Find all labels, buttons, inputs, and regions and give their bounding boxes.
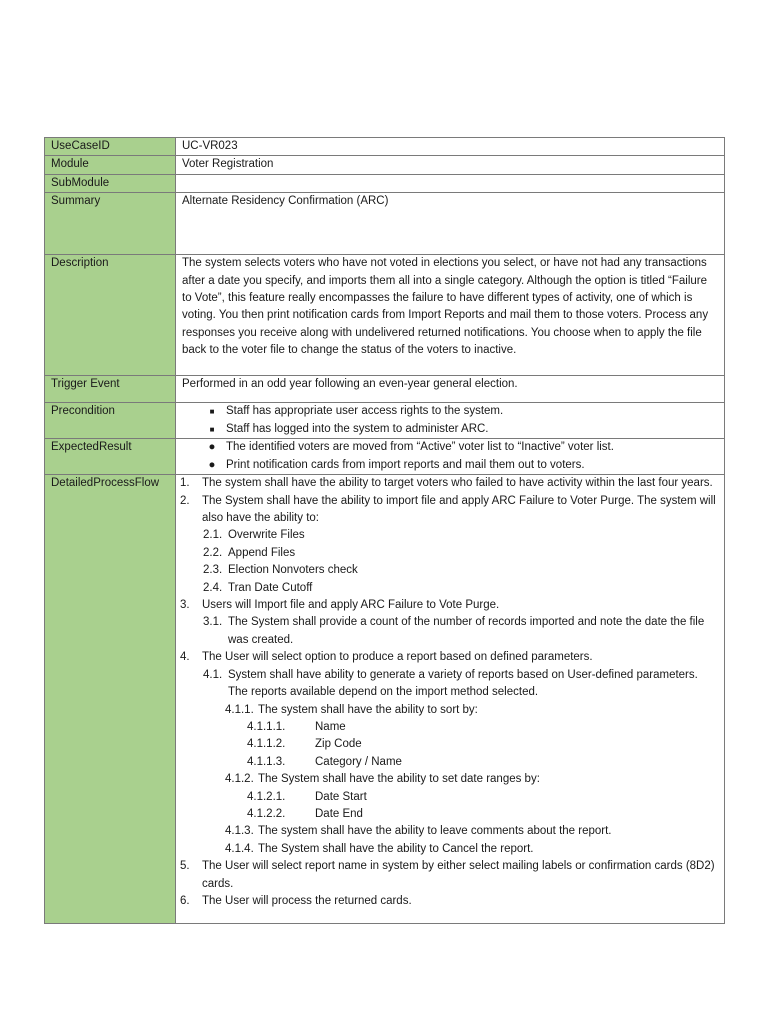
flow-step — [180, 806, 718, 823]
row-expected-result — [45, 439, 725, 475]
flow-step-number: 4.1.1. — [225, 703, 254, 716]
flow-step-number: 4.1. — [203, 668, 223, 681]
expected-item-text: The identified voters are moved from “Active” voter list to “Inactive” voter list. — [226, 441, 614, 454]
flow-step-text: Zip Code — [315, 738, 362, 751]
row-submodule — [45, 174, 725, 192]
flow-step-text: Category / Name — [315, 755, 402, 768]
flow-step-number: 2.4. — [203, 581, 223, 594]
value-usecaseid: UC-VR023 — [176, 138, 725, 156]
label-description: Description — [45, 255, 176, 376]
flow-step-text: Date End — [315, 807, 363, 820]
flow-step-text: Name — [315, 720, 346, 733]
use-case-table — [44, 137, 725, 924]
flow-step — [180, 597, 718, 614]
flow-step-text: Tran Date Cutoff — [228, 581, 313, 594]
flow-step-text: The System shall provide a count of the number of records imported and note the date the file was created. — [228, 616, 705, 646]
square-bullet-icon: ■ — [209, 407, 215, 417]
label-trigger-event: Trigger Event — [45, 376, 176, 403]
flow-step-number: 2. — [180, 494, 190, 507]
flow-step — [180, 527, 718, 544]
row-precondition — [45, 403, 725, 439]
flow-step-text: Election Nonvoters check — [228, 564, 358, 577]
flow-step-number: 4.1.1.1. — [247, 720, 286, 733]
flow-step-number: 4.1.1.2. — [247, 738, 286, 751]
flow-step-number: 4.1.4. — [225, 842, 254, 855]
flow-step-text: The system shall have the ability to leave comments about the report. — [258, 825, 612, 838]
flow-step-text: Overwrite Files — [228, 529, 305, 542]
flow-step-text: The User will process the returned cards. — [202, 894, 412, 907]
flow-step-number: 2.2. — [203, 546, 223, 559]
round-bullet-icon: ● — [208, 441, 216, 454]
list-item — [204, 421, 718, 438]
flow-step-text: The System shall have the ability to import file and apply ARC Failure to Voter Purge. The system will also have the ability to: — [202, 494, 716, 525]
value-description: The system selects voters who have not voted in elections you select, or have not had any transactions after a date you specify, and imports them all into a single category. Although the option is titled “Failure to Vote”, this feature really encompasses the failure to have different types of activity, one of which is voting. You then print notification cards from Import Reports and mail them to those voters. Process any responses you receive along with undelivered returned notifications. You choose when to apply the file back to the voter file to change the status of the voters to inactive. — [176, 255, 725, 376]
flow-step-number: 5. — [180, 860, 190, 873]
flow-step-text: The User will select report name in system by either select mailing labels or confirmation cards (8D2) cards. — [202, 860, 715, 890]
flow-step — [180, 475, 718, 492]
flow-step-text: Users will Import file and apply ARC Failure to Vote Purge. — [202, 599, 500, 612]
flow-step-number: 2.3. — [203, 564, 223, 577]
precondition-item-text: Staff has logged into the system to administer ARC. — [226, 422, 489, 435]
flow-step — [180, 841, 718, 858]
flow-step — [180, 580, 718, 597]
flow-step-number: 4.1.2.1. — [247, 790, 286, 803]
flow-step — [180, 649, 718, 666]
flow-step-text: The User will select option to produce a report based on defined parameters. — [202, 651, 593, 664]
row-description — [45, 255, 725, 376]
flow-step-text: System shall have ability to generate a variety of reports based on User-defined parameters. The reports available depend on the import method selected. — [228, 668, 698, 699]
label-submodule: SubModule — [45, 174, 176, 192]
flow-step-number: 4.1.2.2. — [247, 807, 286, 820]
label-detailed-process-flow: DetailedProcessFlow — [45, 475, 176, 924]
row-detailed-process-flow — [45, 475, 725, 924]
value-summary: Alternate Residency Confirmation (ARC) — [176, 193, 725, 255]
flow-step-number: 6. — [180, 894, 190, 907]
label-usecaseid: UseCaseID — [45, 138, 176, 156]
precondition-list — [182, 403, 718, 438]
value-detailed-process-flow — [176, 475, 725, 924]
flow-step — [180, 736, 718, 753]
flow-step — [180, 545, 718, 562]
flow-step-text: The system shall have the ability to sort by: — [258, 703, 478, 716]
flow-step-number: 2.1. — [203, 529, 223, 542]
label-module: Module — [45, 156, 176, 174]
expected-result-list — [182, 439, 718, 474]
row-usecaseid — [45, 138, 725, 156]
flow-step-number: 4. — [180, 651, 190, 664]
flow-step — [180, 823, 718, 840]
value-precondition — [176, 403, 725, 439]
row-module — [45, 156, 725, 174]
flow-step-number: 4.1.2. — [225, 773, 254, 786]
list-item — [204, 403, 718, 420]
label-summary: Summary — [45, 193, 176, 255]
row-trigger-event — [45, 376, 725, 403]
flow-step — [180, 771, 718, 788]
flow-step-number: 4.1.1.3. — [247, 755, 286, 768]
flow-step-number: 3. — [180, 599, 190, 612]
flow-step-text: The System shall have the ability to set date ranges by: — [258, 773, 540, 786]
flow-step-text: Date Start — [315, 790, 367, 803]
flow-step — [180, 858, 718, 893]
list-item — [204, 439, 718, 456]
flow-step — [180, 893, 718, 910]
label-expected-result: ExpectedResult — [45, 439, 176, 475]
flow-step-text: The System shall have the ability to Cancel the report. — [258, 842, 534, 855]
value-submodule — [176, 174, 725, 192]
expected-item-text: Print notification cards from import reports and mail them out to voters. — [226, 458, 585, 471]
precondition-item-text: Staff has appropriate user access rights to the system. — [226, 405, 504, 418]
flow-step — [180, 789, 718, 806]
square-bullet-icon: ■ — [209, 424, 215, 434]
flow-step — [180, 493, 718, 528]
flow-step — [180, 614, 718, 649]
label-precondition: Precondition — [45, 403, 176, 439]
flow-step-text: The system shall have the ability to target voters who failed to have activity within the last four years. — [202, 477, 713, 490]
flow-step — [180, 667, 718, 702]
row-summary — [45, 193, 725, 255]
flow-step — [180, 719, 718, 736]
flow-step-number: 3.1. — [203, 616, 223, 629]
value-trigger-event: Performed in an odd year following an even-year general election. — [176, 376, 725, 403]
list-item — [204, 457, 718, 474]
flow-step — [180, 754, 718, 771]
flow-step-text: Append Files — [228, 546, 296, 559]
round-bullet-icon: ● — [208, 458, 216, 471]
flow-step — [180, 702, 718, 719]
flow-step-number: 1. — [180, 477, 190, 490]
flow-step-number: 4.1.3. — [225, 825, 254, 838]
value-module: Voter Registration — [176, 156, 725, 174]
value-expected-result — [176, 439, 725, 475]
flow-step — [180, 562, 718, 579]
